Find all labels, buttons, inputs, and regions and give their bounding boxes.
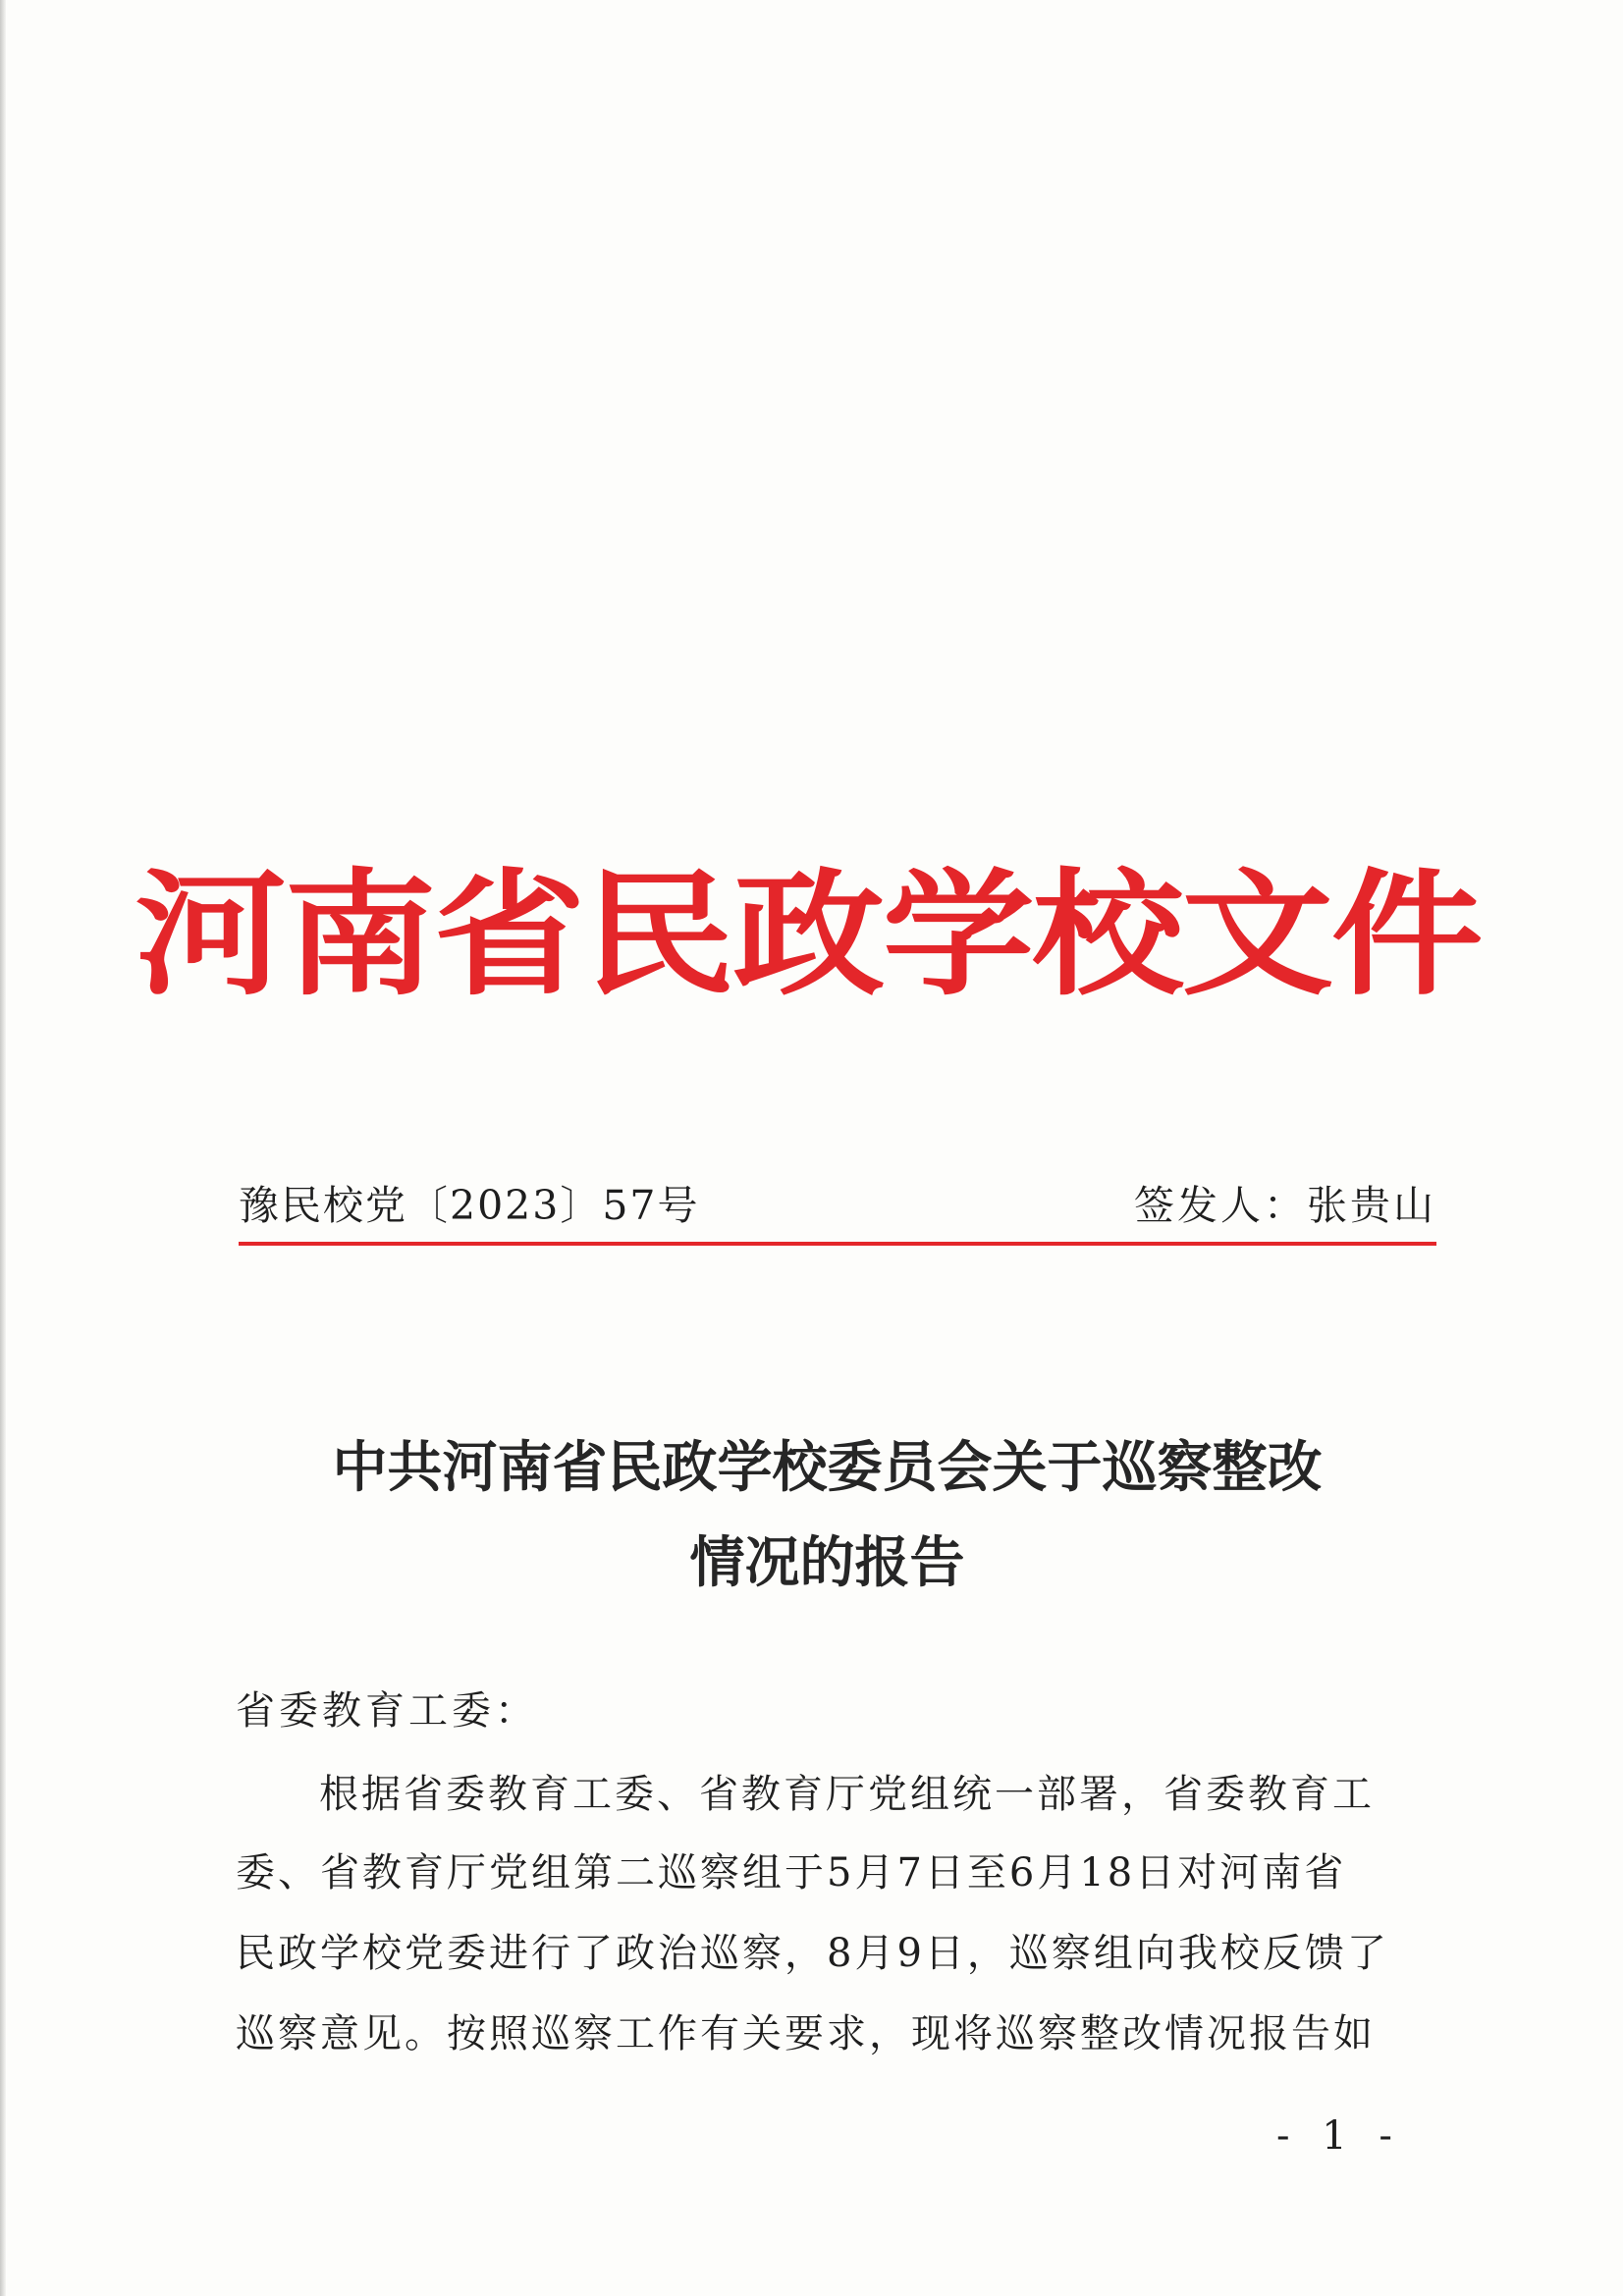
page-number: - 1 - [1276,2113,1402,2159]
scan-edge-shadow [0,0,6,2296]
report-title-line-1: 中共河南省民政学校委员会关于巡察整改 [332,1435,1323,1500]
red-divider-line [239,1242,1436,1246]
body-line-2: 委、省教育厅党组第二巡察组于5月7日至6月18日对河南省 [236,1850,1347,1896]
body-line-3: 民政学校党委进行了政治巡察，8月9日，巡察组向我校反馈了 [236,1931,1389,1976]
document-header [0,846,1623,1023]
body-line-1: 根据省委教育工委、省教育厅党组统一部署，省委教育工 [319,1772,1375,1817]
signer: 签发人：张贵山 [1134,1182,1436,1229]
report-title-line-2: 情况的报告 [689,1530,965,1595]
salutation: 省委教育工委： [236,1688,538,1734]
document-number: 豫民校党〔2023〕57号 [239,1182,700,1229]
body-line-4: 巡察意见。按照巡察工作有关要求，现将巡察整改情况报告如 [236,2011,1376,2056]
document-header-title: 河南省民政学校文件 [135,854,1482,1014]
